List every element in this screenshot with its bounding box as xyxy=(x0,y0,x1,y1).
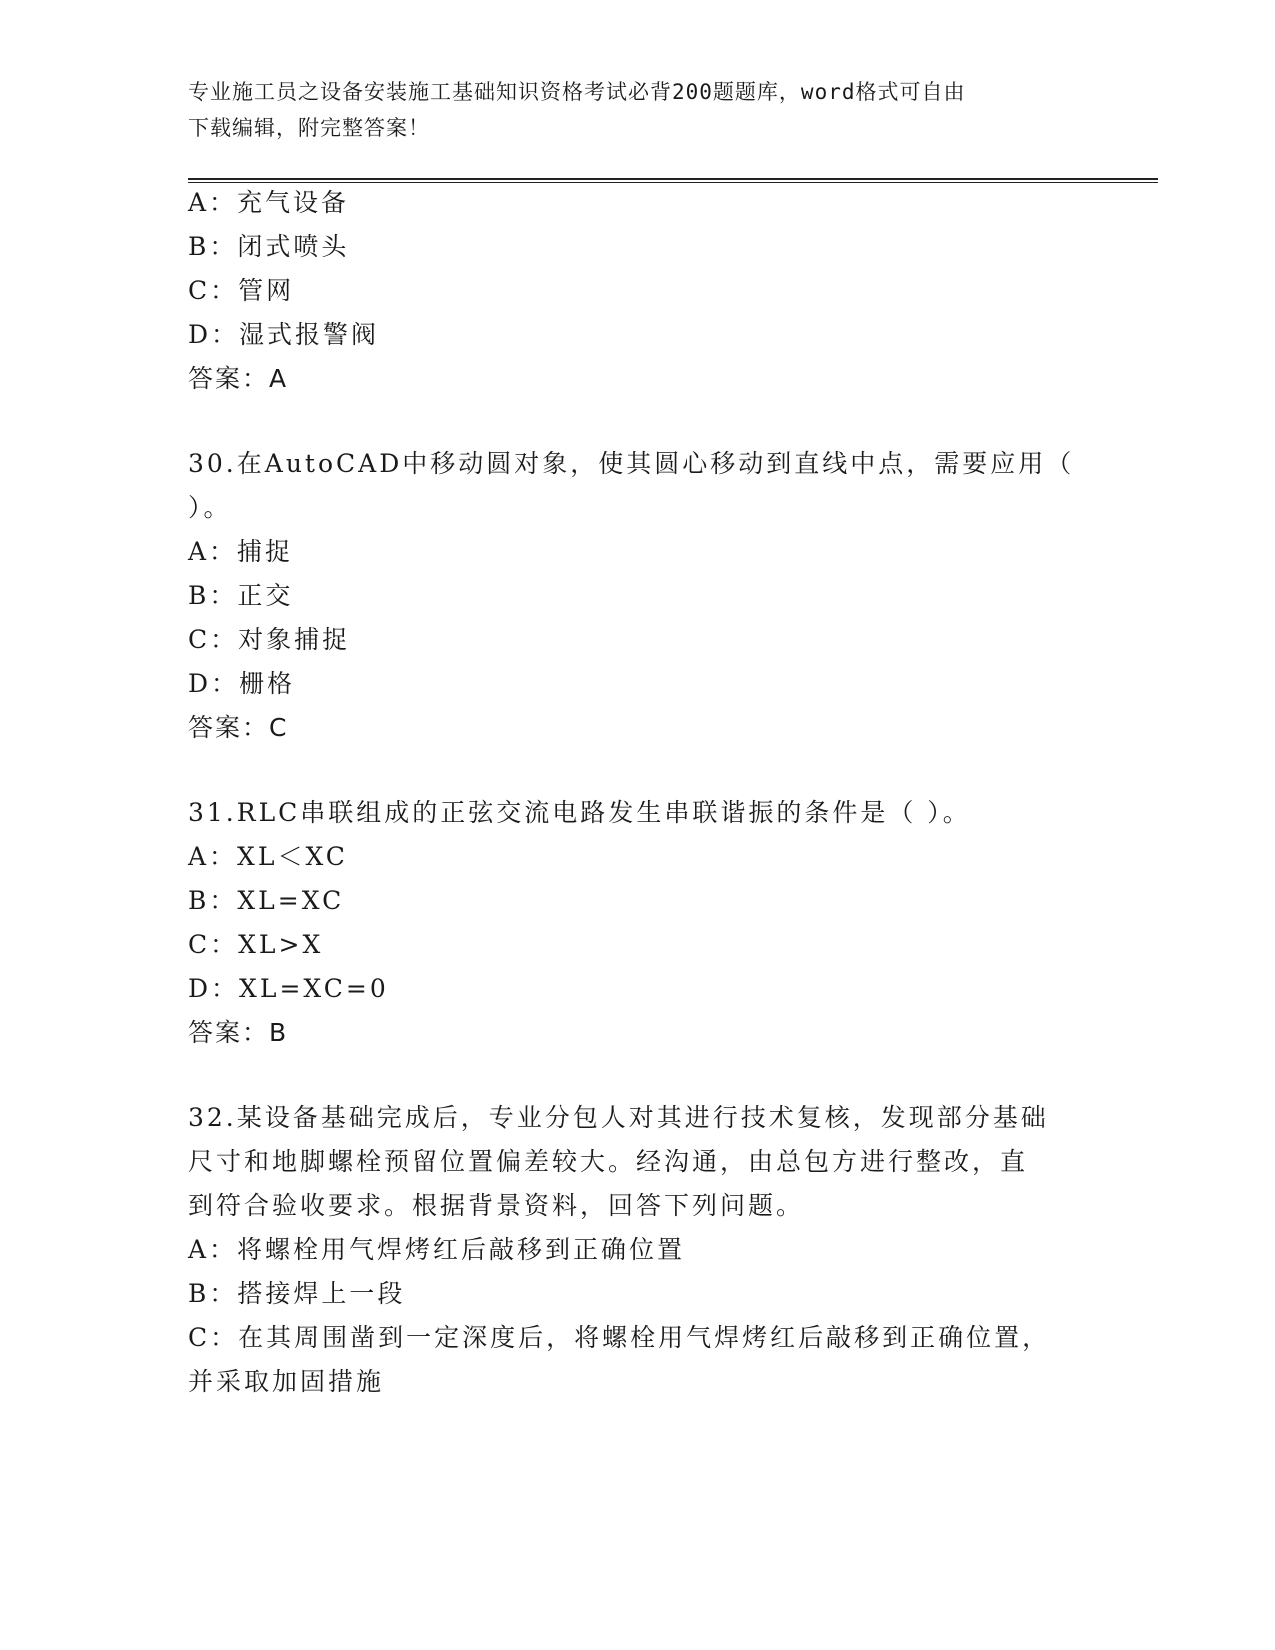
q31-option-d: D：XL=XC=0 xyxy=(188,974,389,1003)
q32-option-c-line-1: C：在其周围凿到一定深度后，将螺栓用气焊烤红后敲移到正确位置， xyxy=(188,1323,1051,1352)
q30-option-b: B：正交 xyxy=(188,581,294,610)
q32-stem-line-1: 32.某设备基础完成后，专业分包人对其进行技术复核，发现部分基础 xyxy=(188,1103,1049,1132)
document-header xyxy=(188,74,1068,146)
header-line-1: 专业施工员之设备安装施工基础知识资格考试必背200题题库，word格式可自由 xyxy=(188,80,966,104)
header-line-2: 下载编辑，附完整答案！ xyxy=(188,116,430,140)
q31-option-b: B：XL=XC xyxy=(188,886,345,915)
q30-option-d: D：栅格 xyxy=(188,669,296,698)
q32-stem-line-3: 到符合验收要求。根据背景资料，回答下列问题。 xyxy=(188,1191,805,1220)
q30-answer: 答案：C xyxy=(188,713,289,742)
q31-stem-line-1: 31.RLC串联组成的正弦交流电路发生串联谐振的条件是（ ）。 xyxy=(188,798,971,827)
q32-stem-line-2: 尺寸和地脚螺栓预留位置偏差较大。经沟通，由总包方进行整改，直 xyxy=(188,1147,1029,1176)
q29-option-b: B：闭式喷头 xyxy=(188,232,350,261)
q30-option-a: A：捕捉 xyxy=(188,537,294,566)
q30-stem-line-2: ）。 xyxy=(188,493,232,522)
q29-option-a: A：充气设备 xyxy=(188,188,350,217)
q30-stem-line-1: 30.在AutoCAD中移动圆对象，使其圆心移动到直线中点，需要应用（ xyxy=(188,449,1075,478)
header-divider xyxy=(188,178,1158,183)
q29-option-c: C：管网 xyxy=(188,276,295,305)
q31-option-a: A：XL＜XC xyxy=(188,842,348,871)
q31-answer: 答案：B xyxy=(188,1018,289,1047)
q29-option-d: D：湿式报警阀 xyxy=(188,320,380,349)
q29-answer: 答案：A xyxy=(188,364,289,393)
q31-option-c: C：XL>X xyxy=(188,930,324,959)
q32-option-b: B：搭接焊上一段 xyxy=(188,1279,406,1308)
q32-option-a: A：将螺栓用气焊烤红后敲移到正确位置 xyxy=(188,1235,686,1264)
q30-option-c: C：对象捕捉 xyxy=(188,625,351,654)
q32-option-c-line-2: 并采取加固措施 xyxy=(188,1367,385,1396)
